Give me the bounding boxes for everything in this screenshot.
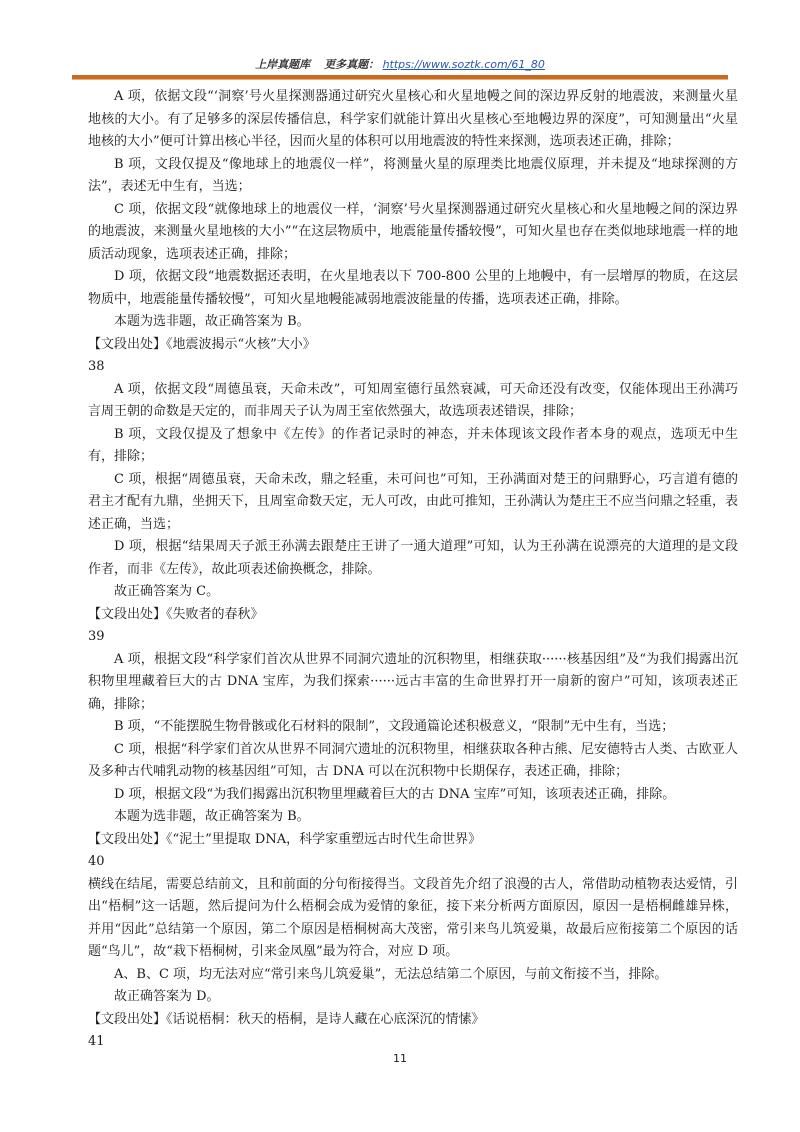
page-body	[88, 86, 738, 1054]
answer-line: 本题为选非题，故正确答案为 B。	[114, 809, 310, 824]
header-more-label: 更多真题：	[324, 58, 380, 71]
source-citation: 【文段出处】《失败者的春秋》	[88, 606, 264, 622]
paragraph: B 项，“不能摆脱生物骨骸或化石材料的限制”，文段通篇论述积极意义，“限制”无中生有，当选；	[114, 719, 675, 734]
paragraph: B 项，文段仅提及了想象中《左传》的作者记录时的神态，并未体现该文段作者本身的观点，选项无中生有，排除；	[88, 426, 738, 464]
paragraph: D 项，根据“结果周天子派王孙满去跟楚庄王讲了一通大道理”可知，认为王孙满在说漂亮的大道理的是文段作者，而非《左传》，故此项表述偷换概念，排除。	[88, 539, 738, 577]
answer-line: 故正确答案为 C。	[114, 584, 220, 599]
question-number: 39	[88, 629, 105, 644]
question-number: 38	[88, 359, 105, 374]
paragraph: B 项，文段仅提及“像地球上的地震仪一样”，将测量火星的原理类比地震仪原理，并未提及“地球探测的方法”，表述无中生有，当选；	[88, 156, 738, 194]
answer-line: 故正确答案为 D。	[114, 989, 220, 1004]
paragraph: D 项，根据文段“为我们揭露出沉积物里埋藏着巨大的古 DNA 宝库”可知，该项表述正确，排除。	[114, 786, 676, 802]
source-citation: 【文段出处】《话说梧桐：秋天的梧桐，是诗人藏在心底深沉的情愫》	[88, 1011, 485, 1027]
header-divider	[72, 75, 728, 80]
page-number: 11	[393, 1052, 407, 1065]
paragraph: A、B、C 项，均无法对应“常引来鸟儿筑爱巢”，无法总结第二个原因，与前文衔接不当，排除。	[114, 966, 668, 982]
answer-line: 本题为选非题，故正确答案为 B。	[114, 314, 310, 329]
paragraph: D 项，依据文段“地震数据还表明，在火星地表以下 700-800 公里的上地幔中，有一层增厚的物质，在这层物质中，地震能量传播较慢”，可知火星地幔能减弱地震波能量的传播，选项表述正确，排除。	[88, 269, 738, 307]
paragraph: 横线在结尾，需要总结前文，且和前面的分句衔接得当。文段首先介绍了浪漫的古人，常借助动植物表达爱情，引出“梧桐”这一话题，然后提问为什么梧桐会成为爱情的象征，接下来分析两方面原因，原因一是梧桐雌雄异株，并用“因此”总结第一个原因，第二个原因是梧桐树高大茂密，常引来鸟儿筑爱巢，故最后应衔接第二个原因的话题“鸟儿”，故“栽下梧桐树，引来金凤凰”最为符合，对应 D 项。	[88, 876, 739, 959]
paragraph: A 项，根据文段“科学家们首次从世界不同洞穴遗址的沉积物里，相继获取······核基因组”及“为我们揭露出沉积物里埋藏着巨大的古 DNA 宝库，为我们探索······远古丰富的生命世界打开一扇新的窗户”可知，该项表述正确，排除；	[88, 651, 738, 712]
paragraph: C 项，依据文段“就像地球上的地震仪一样，‘洞察’号火星探测器通过研究火星核心和火星地幔之间的深边界的地震波，来测量火星地核的大小”“在这层物质中，地震能量传播较慢”，可知火星也存在类似地球地震一样的地质活动现象，选项表述正确，排除；	[88, 201, 738, 262]
source-citation: 【文段出处】《地震波揭示“火核”大小》	[88, 336, 316, 352]
paragraph: A 项，依据文段“周德虽衰，天命未改”，可知周室德行虽然衰减，可天命还没有改变，仅能体现出王孙满巧言周王朝的命数是天定的，而非周天子认为周王室依然强大，故选项表述错误，排除；	[88, 381, 738, 419]
source-citation: 【文段出处】《“泥土”里提取 DNA，科学家重塑远古时代生命世界》	[88, 831, 482, 847]
question-number: 41	[88, 1034, 105, 1049]
question-number: 40	[88, 854, 105, 869]
page-header	[72, 56, 728, 72]
paragraph: C 项，根据“周德虽衰，天命未改，鼎之轻重，未可问也”可知，王孙满面对楚王的问鼎野心，巧言道有德的君主才配有九鼎，坐拥天下，且周室命数天定，无人可改，由此可推知，王孙满认为楚庄王不应当问鼎之轻重，表述正确，当选；	[88, 471, 739, 532]
header-url-link[interactable]: https://www.soztk.com/61_80	[382, 58, 545, 71]
header-site-label: 上岸真题库	[255, 58, 311, 71]
paragraph: A 项，依据文段“‘洞察’号火星探测器通过研究火星核心和火星地幔之间的深边界反射的地震波，来测量火星地核的大小。有了足够多的深层传播信息，科学家们就能计算出火星核心至地幔边界的深度”，可知测量出“火星地核的大小”便可计算出核心半径，因而火星的体积可以用地震波的特性来探测，选项表述正确，排除；	[88, 89, 738, 149]
paragraph: C 项，根据“科学家们首次从世界不同洞穴遗址的沉积物里，相继获取各种古熊、尼安德特古人类、古欧亚人及多种古代哺乳动物的核基因组”可知，古 DNA 可以在沉积物中长期保存，表述正确，排除；	[88, 741, 738, 779]
